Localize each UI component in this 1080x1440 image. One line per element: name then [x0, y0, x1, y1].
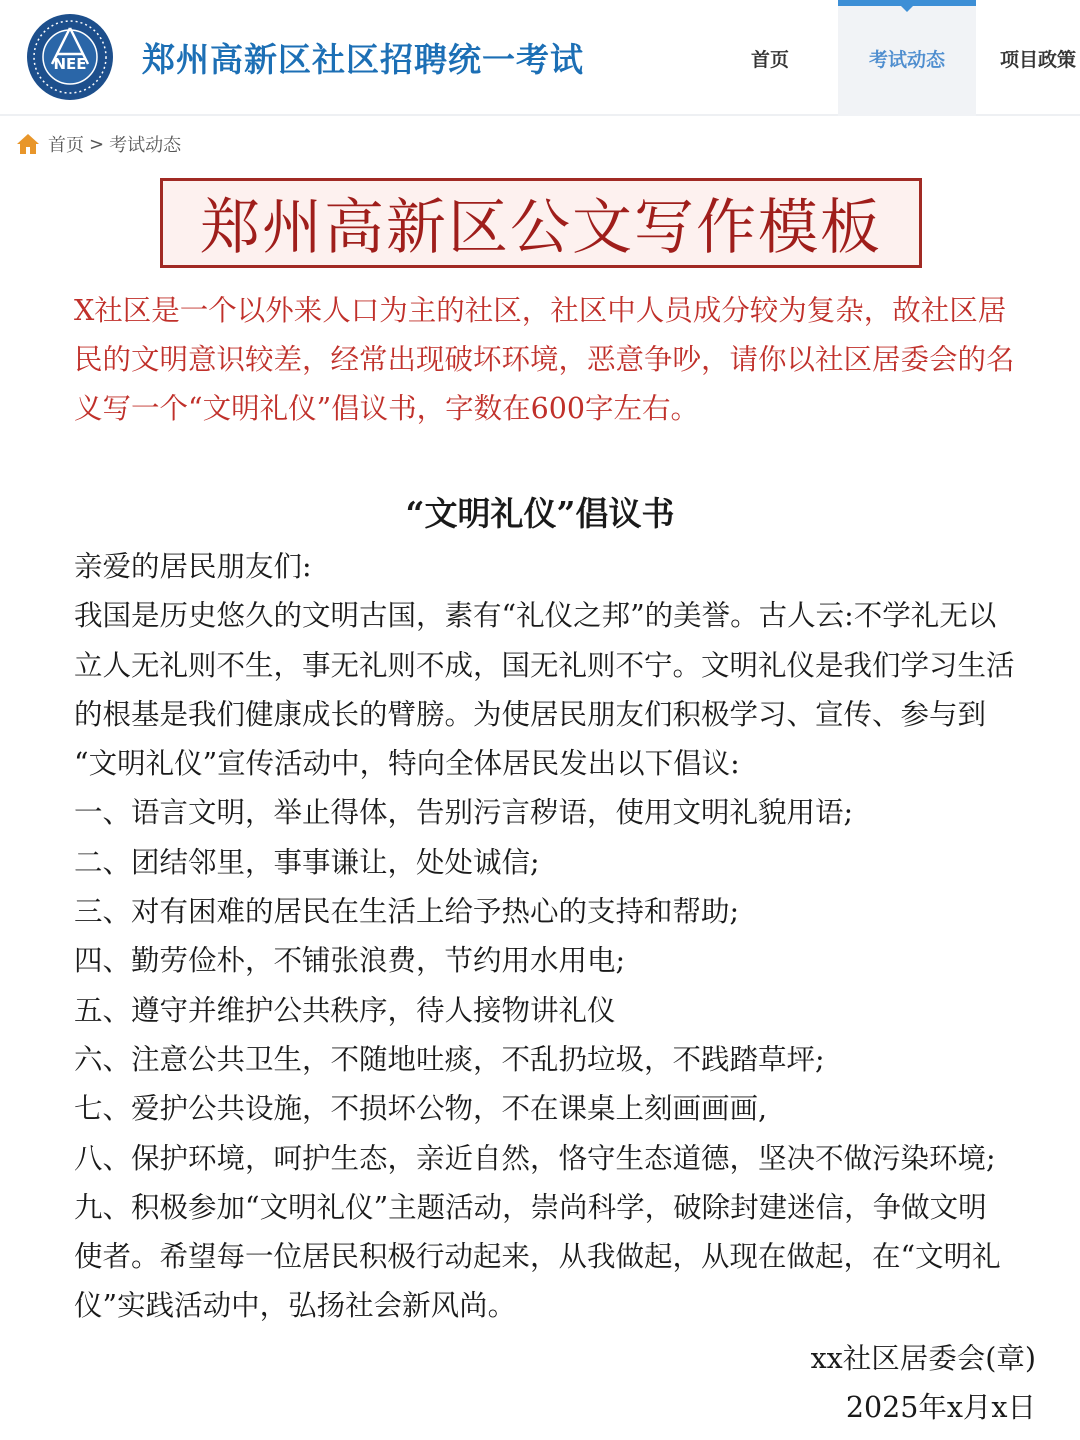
- breadcrumb: [16, 130, 181, 158]
- template-title: 郑州高新区公文写作模板: [200, 193, 882, 263]
- proposal-item: 三、对有困难的居民在生活上给予热心的支持和帮助;: [74, 895, 740, 929]
- article-line: 仪”实践活动中，弘扬社会新风尚。: [74, 1289, 517, 1323]
- breadcrumb-current-link[interactable]: 考试动态: [109, 135, 182, 156]
- nav-item-home[interactable]: 首页: [750, 48, 789, 71]
- nav-item-exam-news[interactable]: [838, 0, 976, 116]
- nav-item-exam-news-label: 考试动态: [868, 48, 945, 71]
- breadcrumb-separator: >: [89, 133, 105, 155]
- proposal-item: 六、注意公共卫生，不随地吐痰，不乱扔垃圾，不践踏草坪;: [74, 1042, 825, 1076]
- proposal-item: 二、团结邻里，事事谦让，处处诚信;: [74, 845, 540, 879]
- prompt-line: 义写一个“文明礼仪”倡议书，字数在600字左右。: [74, 392, 700, 425]
- home-icon: [16, 133, 40, 155]
- svg-text:NEE: NEE: [53, 55, 87, 73]
- proposal-item: 七、爱护公共设施，不损坏公物，不在课桌上刻画画画,: [74, 1092, 768, 1126]
- site-header: [0, 0, 1080, 116]
- article-signoff: [811, 1334, 1036, 1432]
- proposal-item: 八、保护环境，呵护生态，亲近自然，恪守生态道德，坚决不做污染环境;: [74, 1141, 996, 1175]
- prompt-line: 民的文明意识较差，经常出现破坏环境，恶意争吵，请你以社区居委会的名: [74, 343, 1015, 376]
- proposal-item: 五、遵守并维护公共秩序，待人接物讲礼仪: [74, 993, 616, 1027]
- main-nav: [700, 0, 1080, 116]
- article-body: [74, 542, 1044, 1331]
- article-salutation: 亲爱的居民朋友们:: [74, 550, 312, 583]
- proposal-item: 四、勤劳俭朴，不铺张浪费，节约用水用电;: [74, 944, 626, 978]
- active-tab-arrow-icon: [899, 4, 915, 12]
- article-line: 我国是历史悠久的文明古国，素有“礼仪之邦”的美誉。古人云:不学礼无以: [74, 599, 997, 633]
- breadcrumb-home-link[interactable]: 首页: [48, 135, 84, 156]
- article-line: 使者。希望每一位居民积极行动起来，从我做起，从现在做起，在“文明礼: [74, 1240, 1001, 1274]
- article-line: “文明礼仪”宣传活动中，特向全体居民发出以下倡议:: [74, 747, 740, 781]
- article-line: 的根基是我们健康成长的臂膀。为使居民朋友们积极学习、宣传、参与到: [74, 697, 987, 731]
- article-signature: xx社区居委会(章): [810, 1342, 1036, 1375]
- prompt-line: X社区是一个以外来人口为主的社区，社区中人员成分较为复杂，故社区居: [74, 294, 1007, 327]
- site-title[interactable]: 郑州高新区社区招聘统一考试: [142, 40, 584, 79]
- article-line: 立人无礼则不生，事无礼则不成，国无礼则不宁。文明礼仪是我们学习生活: [74, 648, 1015, 682]
- article-date: 2025年x月x日: [845, 1391, 1036, 1424]
- writing-prompt: [74, 286, 1044, 433]
- site-logo-icon[interactable]: [24, 12, 116, 102]
- template-title-banner: [160, 178, 922, 268]
- proposal-item: 一、语言文明，举止得体，告别污言秽语，使用文明礼貌用语;: [74, 796, 854, 830]
- nav-item-policy[interactable]: 项目政策: [1000, 48, 1077, 71]
- proposal-item: 九、积极参加“文明礼仪”主题活动，崇尚科学，破除封建迷信，争做文明: [74, 1190, 987, 1224]
- article-title: “文明礼仪”倡议书: [405, 494, 675, 533]
